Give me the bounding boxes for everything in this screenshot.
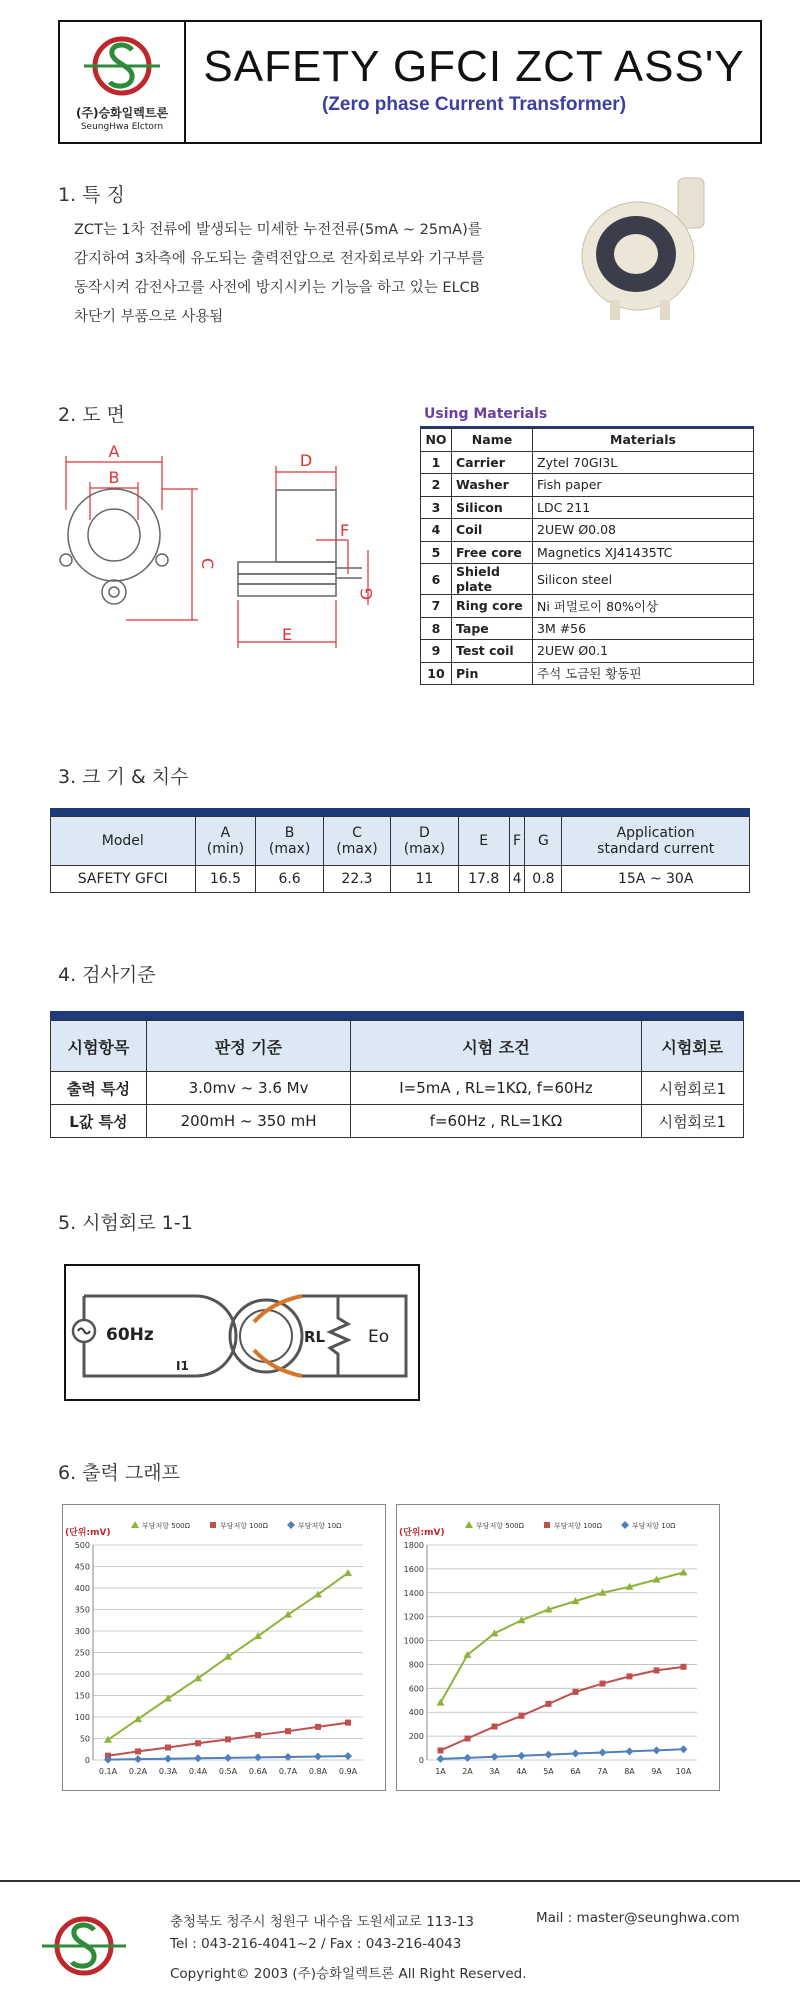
product-photo bbox=[580, 172, 720, 322]
x-tick-label: 2A bbox=[462, 1767, 473, 1776]
materials-no: 6 bbox=[421, 564, 452, 595]
x-tick-label: 3A bbox=[489, 1767, 500, 1776]
dimension-label-b: B bbox=[108, 468, 120, 487]
materials-table bbox=[420, 428, 754, 685]
company-name-korean: (주)승화일렉트론 bbox=[75, 106, 169, 120]
test-cell: 시험회로1 bbox=[641, 1105, 743, 1138]
y-tick-label: 400 bbox=[408, 1708, 424, 1718]
x-tick-label: 4A bbox=[516, 1767, 527, 1776]
x-tick-label: 0.6A bbox=[248, 1767, 268, 1776]
y-tick-label: 400 bbox=[74, 1584, 90, 1593]
test-cell: 시험회로1 bbox=[641, 1072, 743, 1105]
data-point bbox=[135, 1748, 141, 1754]
data-point bbox=[492, 1724, 498, 1730]
y-tick-label: 300 bbox=[74, 1627, 90, 1636]
dimension-label-g: G bbox=[357, 587, 376, 600]
materials-row bbox=[421, 519, 754, 542]
materials-no: 3 bbox=[421, 496, 452, 519]
legend-marker-icon bbox=[465, 1521, 473, 1528]
data-point bbox=[165, 1745, 171, 1751]
data-point bbox=[465, 1736, 471, 1742]
chart-high-current bbox=[396, 1504, 720, 1791]
materials-value: Silicon steel bbox=[533, 564, 754, 595]
legend-label: 부담저항 500Ω bbox=[476, 1522, 524, 1530]
data-point bbox=[600, 1681, 606, 1687]
data-point bbox=[545, 1751, 553, 1759]
x-tick-label: 0.9A bbox=[338, 1767, 358, 1776]
description-line: 차단기 부품으로 사용됨 bbox=[74, 309, 224, 325]
legend-marker-icon bbox=[210, 1522, 216, 1528]
feature-description bbox=[74, 216, 534, 332]
materials-name: Carrier bbox=[452, 451, 533, 474]
legend-marker-icon bbox=[131, 1521, 139, 1528]
data-point bbox=[626, 1747, 634, 1755]
test-row bbox=[51, 1072, 744, 1105]
dimensions-cell: SAFETY GFCI bbox=[51, 866, 196, 893]
materials-row bbox=[421, 640, 754, 663]
data-point bbox=[681, 1664, 687, 1670]
data-point bbox=[572, 1750, 580, 1758]
data-point bbox=[680, 1568, 688, 1575]
y-tick-label: 0 bbox=[84, 1756, 90, 1765]
x-tick-label: 0.5A bbox=[218, 1767, 238, 1776]
data-point bbox=[518, 1752, 526, 1760]
test-cell: I=5mA , RL=1KΩ, f=60Hz bbox=[351, 1072, 641, 1105]
materials-row bbox=[421, 496, 754, 519]
chart-low-current bbox=[62, 1504, 386, 1791]
legend-item bbox=[465, 1521, 525, 1530]
y-tick-label: 200 bbox=[74, 1670, 90, 1679]
y-tick-label: 1000 bbox=[403, 1636, 424, 1646]
description-line: 동작시켜 감전사고를 사전에 방지시키는 기능을 하고 있는 ELCB bbox=[74, 280, 480, 296]
materials-name: Tape bbox=[452, 617, 533, 640]
test-cell: L값 특성 bbox=[51, 1105, 147, 1138]
materials-row bbox=[421, 617, 754, 640]
footer-tel-fax: Tel : 043-216-4041~2 / Fax : 043-216-4043 bbox=[170, 1936, 462, 1952]
dimensions-cell: 6.6 bbox=[256, 866, 323, 893]
test-header: 시험회로 bbox=[641, 1021, 743, 1072]
section6-title: 6. 출력 그래프 bbox=[58, 1462, 180, 1484]
data-point bbox=[680, 1745, 688, 1753]
x-tick-label: 7A bbox=[597, 1767, 608, 1776]
materials-no: 9 bbox=[421, 640, 452, 663]
footer-address: 충청북도 청주시 청원구 내수읍 도원세교로 113-13 bbox=[170, 1914, 475, 1930]
materials-header-name: Name bbox=[452, 429, 533, 452]
materials-name: Coil bbox=[452, 519, 533, 542]
materials-no: 4 bbox=[421, 519, 452, 542]
x-tick-label: 0.8A bbox=[308, 1767, 328, 1776]
data-point bbox=[255, 1732, 261, 1738]
dimension-drawing bbox=[52, 440, 412, 670]
dimension-label-a: A bbox=[108, 442, 120, 461]
y-tick-label: 200 bbox=[408, 1732, 424, 1742]
materials-value: LDC 211 bbox=[533, 496, 754, 519]
y-tick-label: 1200 bbox=[403, 1612, 424, 1622]
section4-title: 4. 검사기준 bbox=[58, 964, 156, 986]
test-cell: 3.0mv ~ 3.6 Mv bbox=[146, 1072, 350, 1105]
materials-row bbox=[421, 595, 754, 618]
footer-mail: Mail : master@seunghwa.com bbox=[536, 1910, 740, 1926]
dimensions-cell: 11 bbox=[391, 866, 458, 893]
materials-name: Washer bbox=[452, 474, 533, 497]
materials-name: Free core bbox=[452, 541, 533, 564]
test-header: 시험항목 bbox=[51, 1021, 147, 1072]
materials-value: 주석 도금된 황동핀 bbox=[533, 662, 754, 685]
test-cell: f=60Hz , RL=1KΩ bbox=[351, 1105, 641, 1138]
x-tick-label: 8A bbox=[624, 1767, 635, 1776]
x-tick-label: 0.4A bbox=[188, 1767, 208, 1776]
legend-label: 부담저항 500Ω bbox=[142, 1522, 190, 1530]
x-tick-label: 0.7A bbox=[278, 1767, 298, 1776]
test-header: 시험 조건 bbox=[351, 1021, 641, 1072]
dimensions-header: F bbox=[509, 817, 525, 866]
legend-marker-icon bbox=[544, 1522, 550, 1528]
section3-title: 3. 크 기 & 치수 bbox=[58, 766, 189, 788]
materials-title: Using Materials bbox=[424, 406, 548, 422]
y-tick-label: 1600 bbox=[403, 1564, 424, 1574]
circuit-output-label: Eo bbox=[368, 1327, 390, 1347]
data-point bbox=[653, 1746, 661, 1754]
materials-no: 7 bbox=[421, 595, 452, 618]
series-line bbox=[441, 1572, 684, 1702]
materials-value: Ni 퍼멀로이 80%이상 bbox=[533, 595, 754, 618]
materials-no: 5 bbox=[421, 541, 452, 564]
data-point bbox=[344, 1752, 352, 1760]
dimensions-header: Application standard current bbox=[562, 817, 750, 866]
x-tick-label: 0.1A bbox=[98, 1767, 118, 1776]
test-cell: 200mH ~ 350 mH bbox=[146, 1105, 350, 1138]
dimensions-table bbox=[50, 816, 750, 893]
dimensions-cell: 4 bbox=[509, 866, 525, 893]
data-point bbox=[491, 1753, 499, 1761]
x-tick-label: 0.2A bbox=[128, 1767, 148, 1776]
legend-label: 부담저항 10Ω bbox=[298, 1522, 342, 1530]
data-point bbox=[164, 1755, 172, 1763]
data-point bbox=[573, 1689, 579, 1695]
materials-value: 3M #56 bbox=[533, 617, 754, 640]
dimensions-header: D (max) bbox=[391, 817, 458, 866]
legend-marker-icon bbox=[621, 1521, 629, 1529]
legend-item bbox=[131, 1521, 191, 1530]
legend-label: 부담저항 100Ω bbox=[220, 1522, 268, 1530]
legend-marker-icon bbox=[287, 1521, 295, 1529]
dimensions-cell: 17.8 bbox=[458, 866, 509, 893]
dimensions-header: E bbox=[458, 817, 509, 866]
data-point bbox=[438, 1747, 444, 1753]
section5-title: 5. 시험회로 1-1 bbox=[58, 1212, 193, 1234]
dimensions-header: G bbox=[525, 817, 562, 866]
materials-name: Test coil bbox=[452, 640, 533, 663]
materials-header-no: NO bbox=[421, 429, 452, 452]
materials-row bbox=[421, 662, 754, 685]
data-point bbox=[654, 1667, 660, 1673]
data-point bbox=[225, 1736, 231, 1742]
y-tick-label: 450 bbox=[74, 1562, 90, 1572]
legend-item bbox=[287, 1521, 342, 1530]
materials-no: 1 bbox=[421, 451, 452, 474]
dimensions-cell: 16.5 bbox=[195, 866, 256, 893]
dimensions-header: A (min) bbox=[195, 817, 256, 866]
materials-name: Pin bbox=[452, 662, 533, 685]
circuit-current-label: I1 bbox=[176, 1359, 189, 1373]
circuit-load-label: RL bbox=[304, 1328, 326, 1346]
y-tick-label: 100 bbox=[74, 1713, 90, 1722]
legend-item bbox=[544, 1521, 603, 1530]
x-tick-label: 10A bbox=[675, 1767, 692, 1776]
data-point bbox=[285, 1728, 291, 1734]
data-point bbox=[224, 1754, 232, 1762]
data-point bbox=[315, 1724, 321, 1730]
y-tick-label: 50 bbox=[79, 1734, 90, 1744]
data-point bbox=[437, 1755, 445, 1763]
dimensions-header: Model bbox=[51, 817, 196, 866]
materials-value: 2UEW Ø0.1 bbox=[533, 640, 754, 663]
document-title: SAFETY GFCI ZCT ASS'Y bbox=[203, 42, 745, 91]
y-tick-label: 250 bbox=[74, 1648, 90, 1658]
section1-title: 1. 특 징 bbox=[58, 184, 125, 206]
circuit-source-label: 60Hz bbox=[106, 1325, 154, 1345]
dimensions-header: B (max) bbox=[256, 817, 323, 866]
y-tick-label: 500 bbox=[74, 1541, 90, 1550]
materials-name: Shield plate bbox=[452, 564, 533, 595]
y-tick-label: 600 bbox=[408, 1684, 424, 1694]
company-name-english: SeungHwa Elctorn bbox=[80, 122, 164, 132]
y-tick-label: 0 bbox=[418, 1756, 424, 1765]
footer-copyright: Copyright© 2003 (주)승화일렉트론 All Right Reserved. bbox=[170, 1966, 527, 1982]
x-tick-label: 5A bbox=[543, 1767, 554, 1776]
legend-item bbox=[621, 1521, 676, 1530]
x-tick-label: 9A bbox=[651, 1767, 662, 1776]
x-tick-label: 0.3A bbox=[158, 1767, 178, 1776]
dimension-label-d: D bbox=[299, 451, 313, 470]
data-point bbox=[345, 1720, 351, 1726]
test-row bbox=[51, 1105, 744, 1138]
materials-value: 2UEW Ø0.08 bbox=[533, 519, 754, 542]
dimension-label-f: F bbox=[340, 521, 350, 540]
section2-title: 2. 도 면 bbox=[58, 404, 125, 426]
series-line bbox=[441, 1749, 684, 1759]
x-tick-label: 6A bbox=[570, 1767, 581, 1776]
data-point bbox=[546, 1701, 552, 1707]
data-point bbox=[344, 1569, 352, 1576]
chart-ylabel: (단위:mV) bbox=[65, 1528, 111, 1538]
test-header: 판정 기준 bbox=[146, 1021, 350, 1072]
y-tick-label: 1800 bbox=[403, 1541, 424, 1550]
dimension-label-e: E bbox=[281, 625, 293, 644]
document-subtitle: (Zero phase Current Transformer) bbox=[321, 94, 627, 115]
data-point bbox=[195, 1740, 201, 1746]
description-line: ZCT는 1차 전류에 발생되는 미세한 누전전류(5mA ~ 25mA)를 bbox=[74, 222, 482, 238]
dimensions-cell: 0.8 bbox=[525, 866, 562, 893]
materials-row bbox=[421, 451, 754, 474]
materials-value: Fish paper bbox=[533, 474, 754, 497]
chart-ylabel: (단위:mV) bbox=[399, 1528, 445, 1538]
materials-header-materials: Materials bbox=[533, 429, 754, 452]
materials-row bbox=[421, 541, 754, 564]
materials-value: Magnetics XJ41435TC bbox=[533, 541, 754, 564]
test-criteria-table bbox=[50, 1020, 744, 1138]
data-point bbox=[627, 1673, 633, 1679]
legend-label: 부담저항 10Ω bbox=[632, 1522, 676, 1530]
dimensions-cell: 22.3 bbox=[323, 866, 390, 893]
materials-name: Silicon bbox=[452, 496, 533, 519]
x-tick-label: 1A bbox=[435, 1767, 446, 1776]
y-tick-label: 800 bbox=[408, 1660, 424, 1670]
y-tick-label: 350 bbox=[74, 1605, 90, 1615]
dimensions-header: C (max) bbox=[323, 817, 390, 866]
data-point bbox=[519, 1713, 525, 1719]
dimension-label-c: C bbox=[198, 558, 217, 570]
data-point bbox=[314, 1753, 322, 1761]
materials-no: 10 bbox=[421, 662, 452, 685]
dimensions-cell: 15A ~ 30A bbox=[562, 866, 750, 893]
data-point bbox=[194, 1754, 202, 1762]
logo-cell bbox=[60, 22, 186, 142]
data-point bbox=[464, 1754, 472, 1762]
series-line bbox=[441, 1667, 684, 1751]
materials-no: 2 bbox=[421, 474, 452, 497]
materials-value: Zytel 70GI3L bbox=[533, 451, 754, 474]
test-cell: 출력 특성 bbox=[51, 1072, 147, 1105]
data-point bbox=[134, 1755, 142, 1763]
data-point bbox=[599, 1748, 607, 1756]
legend-item bbox=[210, 1521, 269, 1530]
footer-logo-icon bbox=[36, 1910, 132, 1982]
materials-name: Ring core bbox=[452, 595, 533, 618]
y-tick-label: 150 bbox=[74, 1691, 90, 1701]
test-circuit-diagram bbox=[64, 1264, 420, 1401]
materials-no: 8 bbox=[421, 617, 452, 640]
y-tick-label: 1400 bbox=[403, 1588, 424, 1598]
description-line: 감지하여 3차측에 유도되는 출력전압으로 전자회로부와 기구부를 bbox=[74, 251, 485, 267]
company-logo-icon bbox=[82, 30, 162, 102]
materials-row bbox=[421, 564, 754, 595]
footer-divider bbox=[0, 1880, 800, 1882]
document-header bbox=[58, 20, 762, 144]
materials-row bbox=[421, 474, 754, 497]
legend-label: 부담저항 100Ω bbox=[554, 1522, 602, 1530]
